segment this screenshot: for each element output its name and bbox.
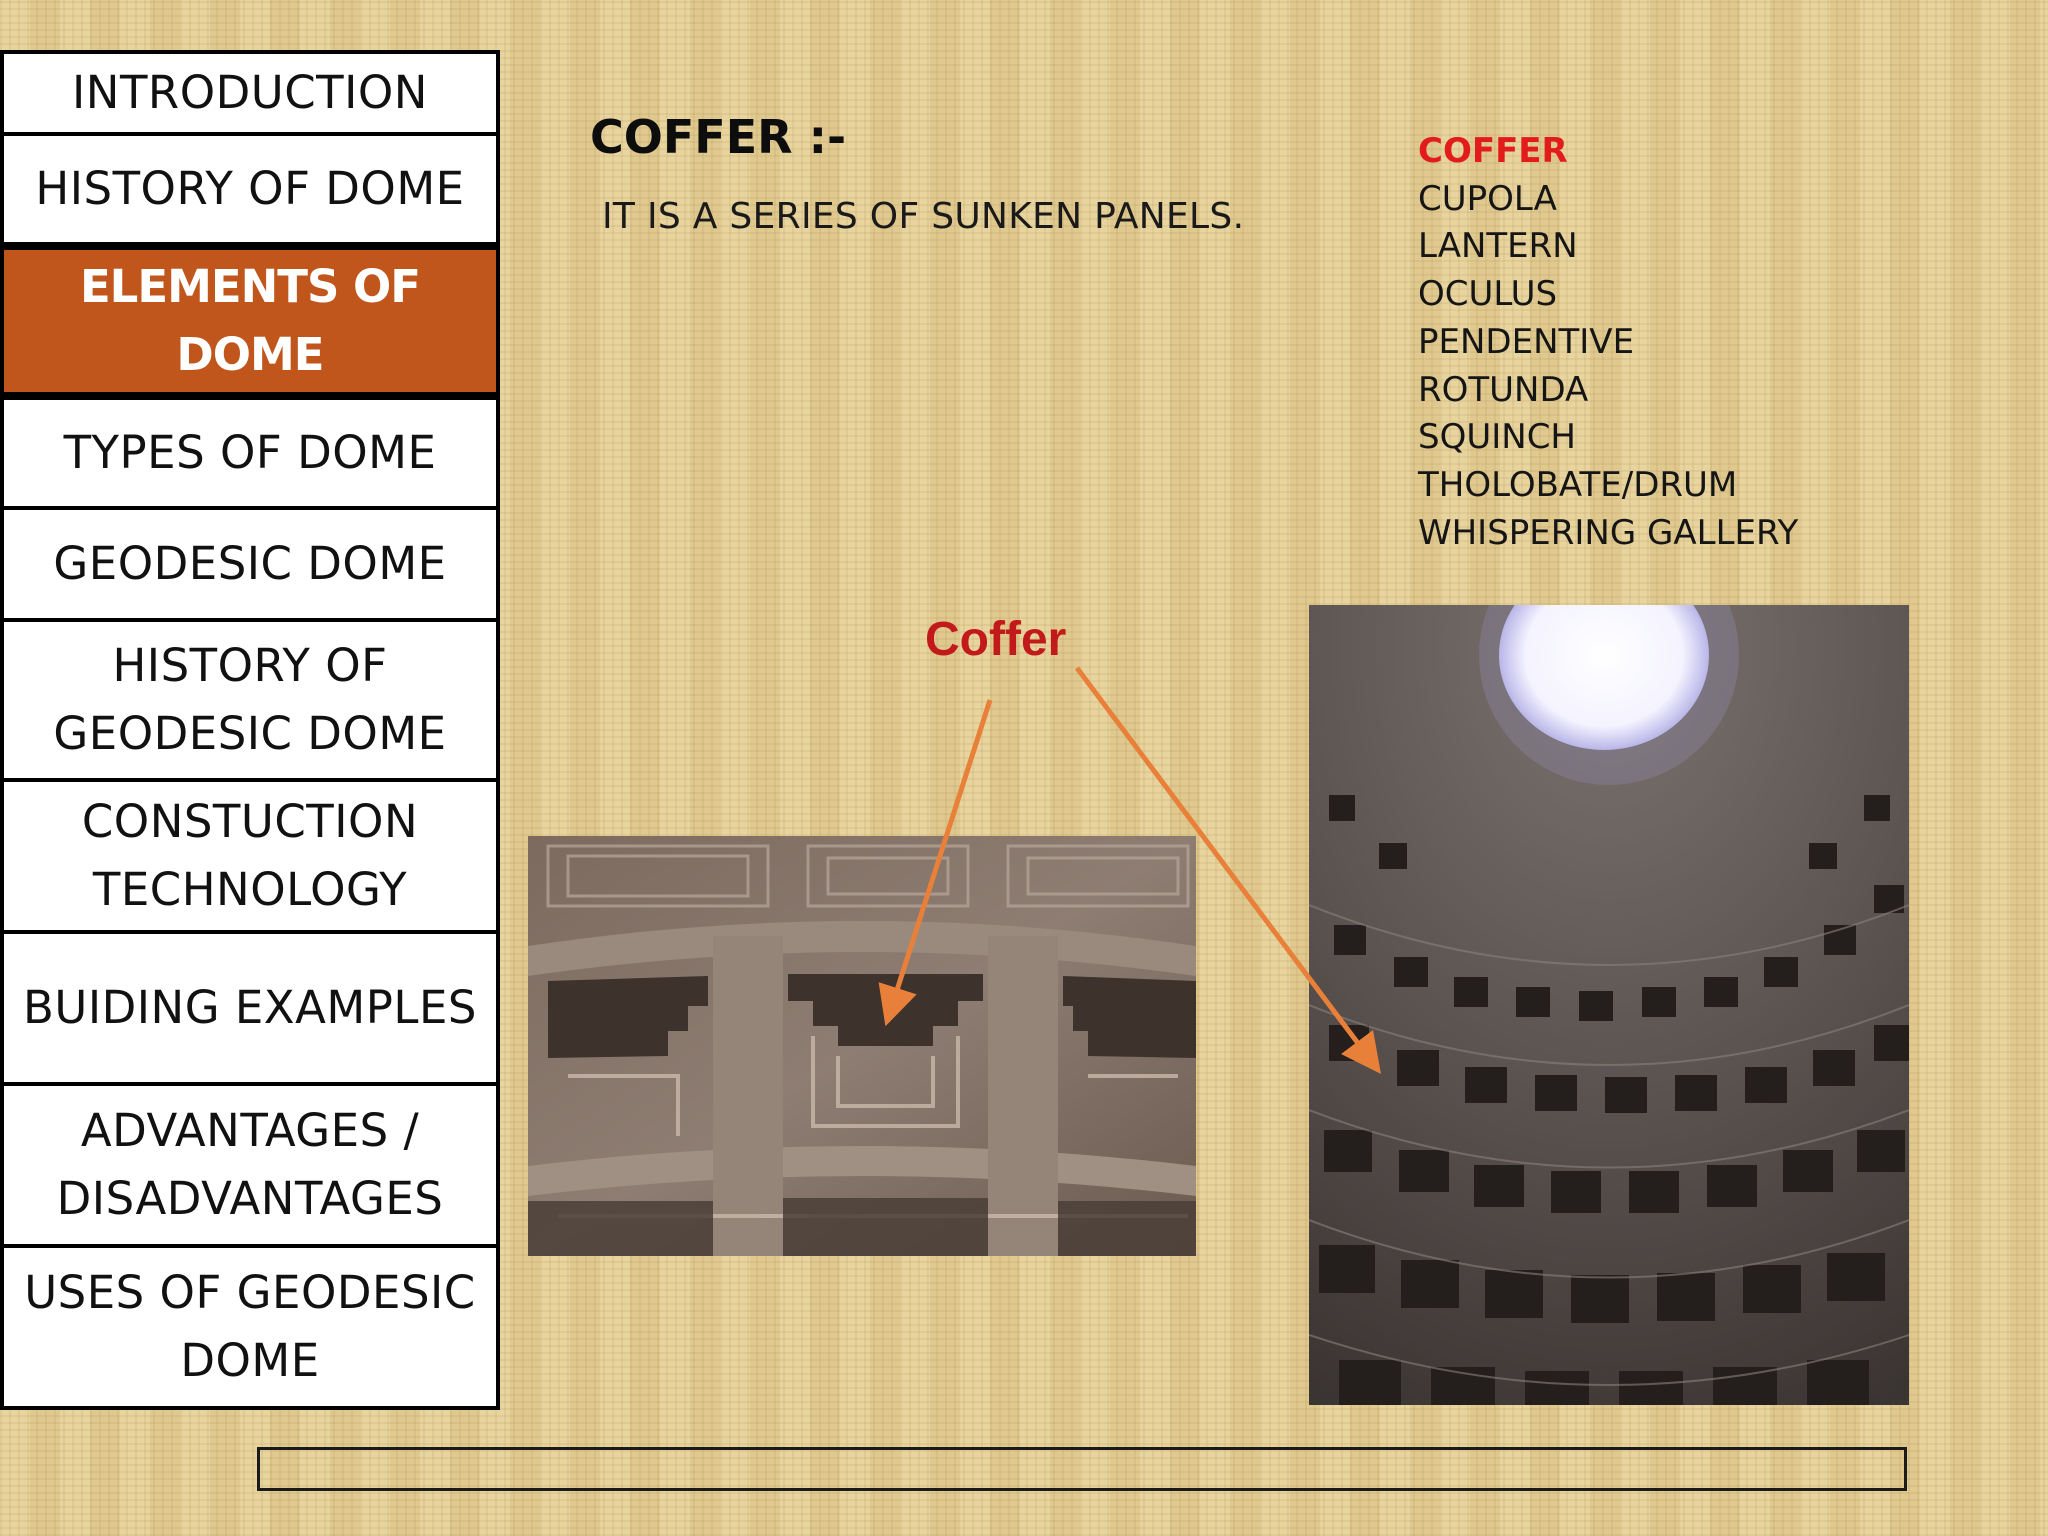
nav-item-types-of-dome[interactable] (0, 396, 500, 510)
elements-list (1418, 128, 1798, 557)
nav-item-label: INTRODUCTION (72, 66, 428, 119)
list-item-current[interactable]: COFFER (1418, 131, 1568, 171)
nav-item-elements-of-dome[interactable] (0, 246, 500, 396)
nav-item-label: CONSTUCTION TECHNOLOGY (81, 795, 419, 916)
list-item[interactable]: SQUINCH (1418, 417, 1576, 458)
nav-item-geodesic-dome[interactable] (0, 506, 500, 622)
element-description: IT IS A SERIES OF SUNKEN PANELS. (602, 196, 1245, 237)
list-item[interactable]: CUPOLA (1418, 178, 1557, 219)
list-item[interactable]: ROTUNDA (1418, 369, 1589, 410)
footer-bar (257, 1447, 1907, 1491)
nav-item-advantages-disadvantages[interactable] (0, 1082, 500, 1248)
nav-item-construction-technology[interactable] (0, 778, 500, 934)
nav-item-label: HISTORY OF GEODESIC DOME (53, 639, 447, 760)
coffer-callout-label: Coffer (925, 613, 1067, 666)
nav-item-label: GEODESIC DOME (53, 537, 447, 590)
coffer-closeup-photo (528, 836, 1196, 1256)
nav-item-label: USES OF GEODESIC DOME (24, 1266, 476, 1387)
nav-item-label: HISTORY OF DOME (35, 162, 465, 215)
page-title: COFFER :- (590, 110, 847, 164)
nav-item-history-of-dome[interactable] (0, 132, 500, 246)
list-item[interactable]: PENDENTIVE (1418, 321, 1635, 362)
nav-item-label: BUIDING EXAMPLES (23, 981, 477, 1034)
nav-item-building-examples[interactable] (0, 930, 500, 1086)
list-item[interactable]: OCULUS (1418, 274, 1558, 315)
nav-item-label: TYPES OF DOME (63, 426, 437, 479)
nav-item-uses-of-geodesic-dome[interactable] (0, 1244, 500, 1410)
dome-oculus-photo (1309, 605, 1909, 1405)
list-item[interactable]: WHISPERING GALLERY (1418, 512, 1799, 553)
nav-item-introduction[interactable] (0, 50, 500, 136)
list-item[interactable]: LANTERN (1418, 226, 1578, 267)
nav-item-history-of-geodesic-dome[interactable] (0, 618, 500, 782)
nav-item-label: ELEMENTS OF DOME (79, 260, 421, 381)
list-item[interactable]: THOLOBATE/DRUM (1418, 464, 1738, 505)
nav-item-label: ADVANTAGES / DISADVANTAGES (56, 1104, 444, 1225)
